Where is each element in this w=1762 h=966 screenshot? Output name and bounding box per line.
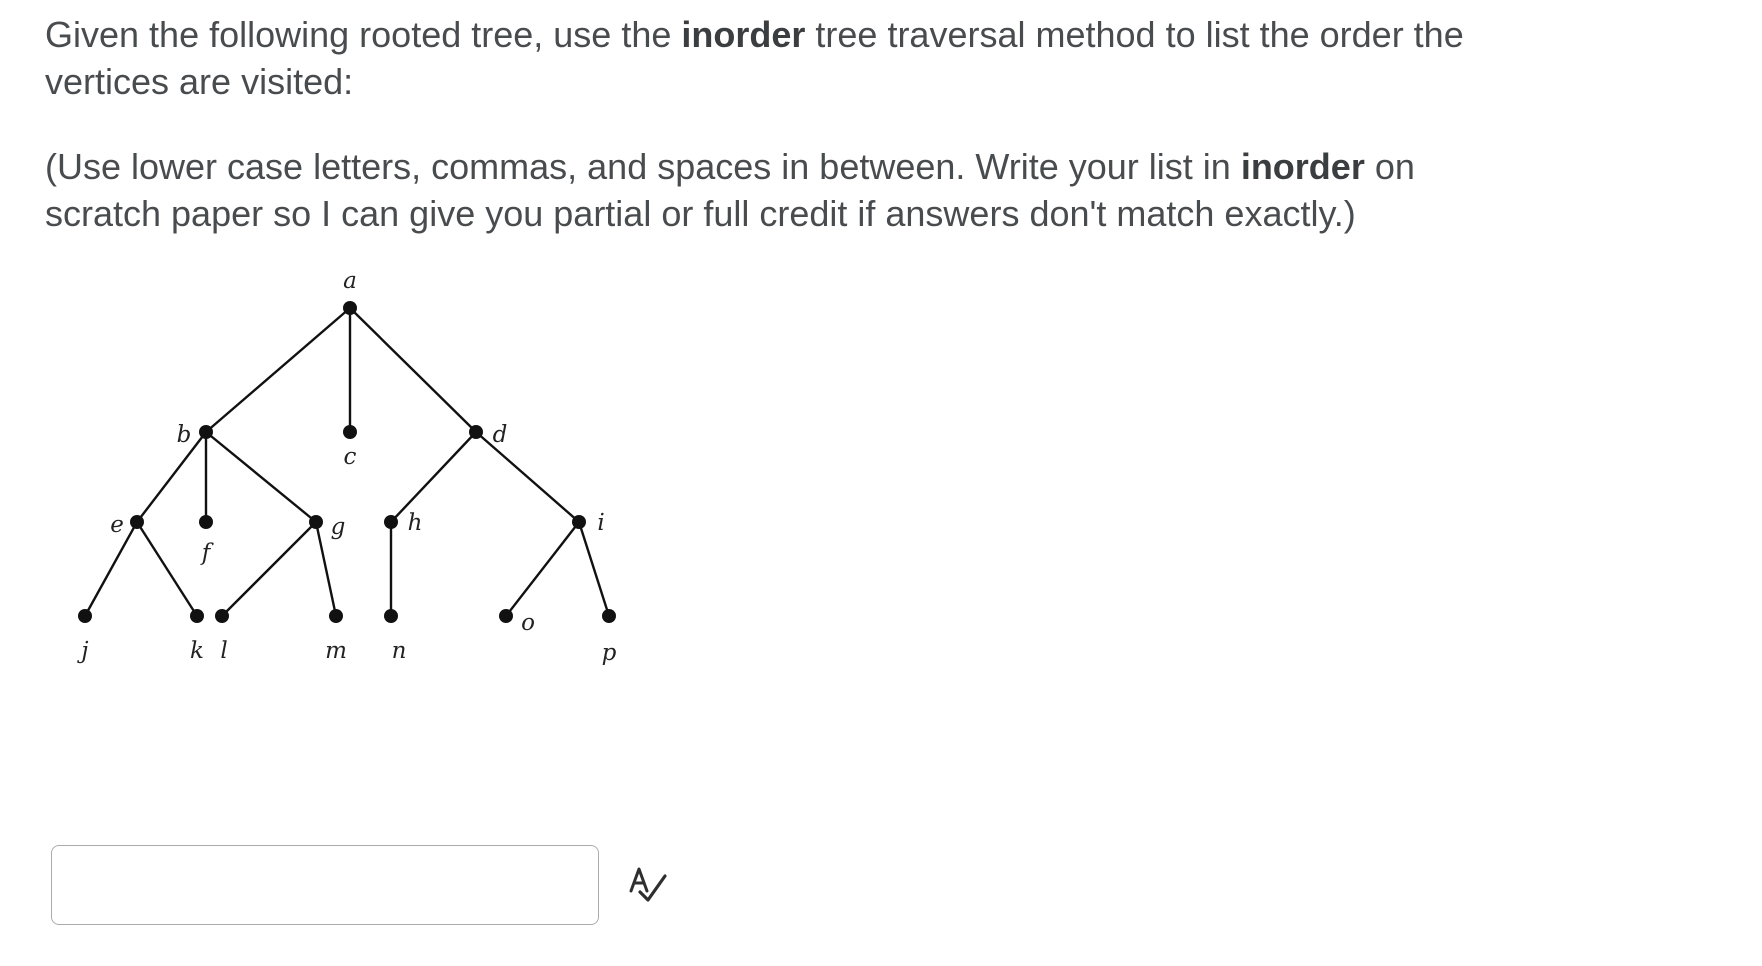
tree-edge-i-o — [506, 522, 579, 616]
note-text-start: (Use lower case letters, commas, and spaces in between. Write your list in — [45, 146, 1241, 187]
tree-vertex-a — [343, 301, 357, 315]
vertex-label-g: g — [330, 514, 346, 540]
spellcheck-icon — [626, 864, 670, 908]
tree-vertex-b — [199, 425, 213, 439]
vertex-label-m: m — [325, 638, 347, 664]
note-keyword-inorder: inorder — [1240, 146, 1365, 187]
vertex-label-o: o — [521, 610, 535, 636]
vertex-label-b: b — [176, 422, 192, 448]
vertex-label-k: k — [190, 638, 204, 664]
vertex-label-l: l — [220, 638, 228, 664]
tree-edge-d-h — [391, 432, 476, 522]
instruction-text-start: Given the following rooted tree, use the — [45, 14, 682, 55]
question-formatting-note — [45, 143, 1485, 237]
tree-vertex-g — [309, 515, 323, 529]
vertex-label-h: h — [407, 510, 423, 536]
tree-vertex-h — [384, 515, 398, 529]
tree-vertex-l — [215, 609, 229, 623]
tree-edge-b-g — [206, 432, 316, 522]
rooted-tree-figure — [40, 270, 680, 750]
tree-vertex-d — [469, 425, 483, 439]
spellcheck-button[interactable] — [626, 864, 670, 908]
vertex-label-e: e — [110, 512, 124, 538]
vertex-label-j: j — [81, 638, 89, 664]
tree-edge-a-d — [350, 308, 476, 432]
vertex-label-a: a — [343, 270, 357, 294]
tree-edge-a-b — [206, 308, 350, 432]
vertex-label-f: f — [201, 540, 211, 566]
tree-vertex-m — [329, 609, 343, 623]
vertex-label-d: d — [492, 422, 508, 448]
tree-vertex-k — [190, 609, 204, 623]
vertex-label-i: i — [597, 510, 605, 536]
tree-edge-b-e — [137, 432, 206, 522]
tree-vertex-e — [130, 515, 144, 529]
vertex-label-c: c — [343, 444, 357, 470]
instruction-text-end: tree traversal method to list the order the vertices are visited: — [45, 14, 1464, 102]
tree-vertex-p — [602, 609, 616, 623]
tree-edge-d-i — [476, 432, 579, 522]
tree-vertex-n — [384, 609, 398, 623]
tree-edge-i-p — [579, 522, 609, 616]
tree-edge-e-k — [137, 522, 197, 616]
tree-vertex-i — [572, 515, 586, 529]
instruction-keyword-inorder: inorder — [681, 14, 806, 55]
vertex-label-p: p — [601, 640, 617, 666]
tree-vertex-f — [199, 515, 213, 529]
tree-edge-g-l — [222, 522, 316, 616]
tree-vertex-o — [499, 609, 513, 623]
note-text-end: on scratch paper so I can give you partial or full credit if answers don't match exactly.) — [45, 146, 1415, 234]
tree-vertex-j — [78, 609, 92, 623]
rooted-tree-diagram — [40, 270, 680, 750]
question-instruction — [45, 11, 1485, 105]
answer-input[interactable] — [51, 845, 599, 925]
vertex-label-n: n — [391, 638, 407, 664]
tree-vertex-c — [343, 425, 357, 439]
